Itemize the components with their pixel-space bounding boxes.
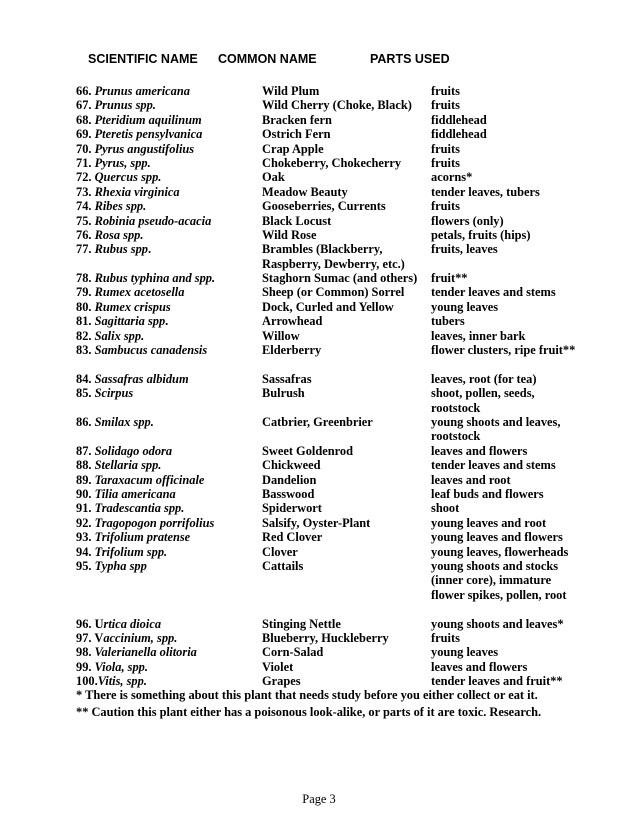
entry-number: 96. U bbox=[76, 616, 104, 631]
entry-number: 71. bbox=[76, 155, 95, 170]
table-row bbox=[0, 185, 638, 199]
table-row bbox=[0, 228, 638, 242]
table-row bbox=[0, 372, 638, 386]
entry-number: 76. bbox=[76, 227, 95, 242]
table-row bbox=[0, 170, 638, 184]
table-row bbox=[0, 156, 638, 170]
scientific-name: Rumex acetosella bbox=[94, 285, 185, 300]
table-row bbox=[0, 631, 638, 645]
parts-used: petals, fruits (hips) bbox=[431, 227, 531, 242]
scientific-name-cell bbox=[76, 530, 256, 544]
common-name: Black Locust bbox=[262, 213, 332, 228]
table-row bbox=[0, 329, 638, 343]
scientific-name: Typha spp bbox=[94, 558, 147, 573]
entry-number: 68. bbox=[76, 112, 95, 127]
common-name: Grapes bbox=[262, 674, 301, 689]
table-row bbox=[0, 343, 638, 372]
scientific-name-cell bbox=[76, 242, 256, 256]
parts-used: fruits bbox=[431, 141, 460, 156]
scientific-name-suffix: . bbox=[165, 314, 169, 329]
table-row bbox=[0, 386, 638, 415]
scientific-name: Smilax spp. bbox=[94, 415, 154, 430]
scientific-name: Sagittaria spp bbox=[94, 314, 166, 329]
entry-number: 91. bbox=[76, 501, 95, 516]
common-name: Gooseberries, Currents bbox=[262, 199, 386, 214]
common-name: Salsify, Oyster-Plant bbox=[262, 515, 371, 530]
plant-table bbox=[0, 84, 638, 689]
parts-used: leaves, root (for tea) bbox=[431, 371, 537, 386]
entry-number: 73. bbox=[76, 184, 95, 199]
entry-number: 69. bbox=[76, 127, 95, 142]
scientific-name-cell bbox=[76, 199, 256, 213]
scientific-name: Rubus typhina and spp. bbox=[94, 271, 216, 286]
common-name: Bulrush bbox=[262, 386, 305, 401]
common-name: Catbrier, Greenbrier bbox=[262, 415, 373, 430]
common-name: Ostrich Fern bbox=[262, 127, 331, 142]
parts-used: leaves, inner bark bbox=[431, 328, 526, 343]
table-row bbox=[0, 214, 638, 228]
scientific-name: Scirpus bbox=[94, 386, 134, 401]
entry-number: 90. bbox=[76, 487, 95, 501]
common-name: Elderberry bbox=[262, 343, 322, 358]
scientific-name: Taraxacum officinale bbox=[94, 472, 205, 487]
table-row bbox=[0, 98, 638, 112]
scientific-name: Pyrus, spp. bbox=[94, 155, 151, 170]
scientific-name-cell bbox=[76, 617, 256, 631]
scientific-name: rtica dioica bbox=[103, 616, 162, 631]
entry-number: 66. bbox=[76, 84, 95, 98]
table-row bbox=[0, 473, 638, 487]
entry-number: 87. bbox=[76, 443, 95, 458]
column-header-row bbox=[0, 52, 638, 68]
entry-number: 97. V bbox=[76, 630, 104, 645]
parts-used: leaf buds and flowers bbox=[431, 487, 544, 501]
table-row bbox=[0, 113, 638, 127]
common-name: Willow bbox=[262, 328, 300, 343]
scientific-name: Vitis, spp. bbox=[97, 674, 147, 689]
scientific-name: Pteretis pensylvanica bbox=[94, 127, 203, 142]
scientific-name: Trifolium spp. bbox=[94, 544, 168, 559]
scientific-name-cell bbox=[76, 314, 256, 328]
entry-number: 72. bbox=[76, 170, 95, 185]
scientific-name-cell bbox=[76, 300, 256, 314]
entry-number: 77. bbox=[76, 242, 95, 257]
entry-number: 83. bbox=[76, 343, 95, 358]
parts-used: leaves and root bbox=[431, 472, 511, 487]
common-name: Wild Plum bbox=[262, 84, 320, 98]
scientific-name: Viola, spp. bbox=[94, 659, 148, 674]
entry-number: 70. bbox=[76, 141, 95, 156]
common-name: Crap Apple bbox=[262, 141, 324, 156]
entry-number: 99. bbox=[76, 659, 95, 674]
scientific-name: Rumex crispus bbox=[94, 299, 171, 314]
footnote-caution: ** Caution this plant either has a poisonous look-alike, or parts of it are toxic. Research. bbox=[76, 705, 542, 719]
entry-number: 85. bbox=[76, 386, 95, 401]
entry-number: 84. bbox=[76, 371, 95, 386]
common-name: Arrowhead bbox=[262, 314, 323, 329]
scientific-name: Trifolium pratense bbox=[94, 530, 191, 545]
parts-used: tender leaves, tubers bbox=[431, 184, 540, 199]
scientific-name-cell bbox=[76, 142, 256, 156]
scientific-name: Ribes spp. bbox=[94, 199, 147, 214]
entry-number: 88. bbox=[76, 458, 95, 473]
scientific-name: Sassafras albidum bbox=[94, 371, 189, 386]
common-name: Blueberry, Huckleberry bbox=[262, 630, 389, 645]
common-name: Red Clover bbox=[262, 530, 323, 545]
table-row bbox=[0, 545, 638, 559]
parts-used: acorns* bbox=[431, 170, 473, 185]
common-name: Clover bbox=[262, 544, 298, 559]
header-parts-used: PARTS USED bbox=[370, 52, 450, 66]
scientific-name: Stellaria spp. bbox=[94, 458, 162, 473]
parts-used: fruits bbox=[431, 630, 460, 645]
scientific-name: Rosa spp. bbox=[94, 227, 144, 242]
scientific-name-cell bbox=[76, 127, 256, 141]
table-row bbox=[0, 660, 638, 674]
scientific-name: Tradescantia spp. bbox=[94, 501, 185, 516]
common-name: Oak bbox=[262, 170, 285, 185]
footnote-study: * There is something about this plant that needs study before you either collect or eat it. bbox=[76, 688, 538, 702]
scientific-name-suffix: . bbox=[147, 242, 152, 257]
scientific-name: Pyrus angustifolius bbox=[94, 141, 195, 156]
scientific-name-cell bbox=[76, 516, 256, 530]
scientific-name-cell bbox=[76, 501, 256, 515]
scientific-name: Tragopogon porrifolius bbox=[94, 515, 215, 530]
entry-number: 67. bbox=[76, 98, 95, 113]
parts-used: young shoots and leaves, rootstock bbox=[431, 415, 561, 444]
parts-used: young leaves and root bbox=[431, 515, 547, 530]
common-name: Bracken fern bbox=[262, 112, 332, 127]
scientific-name-cell bbox=[76, 372, 256, 386]
scientific-name-cell bbox=[76, 271, 256, 285]
scientific-name: Salix spp. bbox=[94, 328, 145, 343]
parts-used: tender leaves and stems bbox=[431, 458, 556, 473]
scientific-name-cell bbox=[76, 473, 256, 487]
parts-used: young leaves bbox=[431, 299, 499, 314]
scientific-name: Robinia pseudo-acacia bbox=[94, 213, 212, 228]
entry-number: 78. bbox=[76, 271, 95, 286]
scientific-name: Solidago odora bbox=[94, 443, 173, 458]
table-row bbox=[0, 271, 638, 285]
scientific-name-cell bbox=[76, 228, 256, 242]
parts-used: fruits, leaves bbox=[431, 242, 498, 257]
scientific-name-cell bbox=[76, 156, 256, 170]
common-name: Wild Cherry (Choke, Black) bbox=[262, 98, 412, 113]
parts-used: fiddlehead bbox=[431, 112, 487, 127]
scientific-name-cell bbox=[76, 386, 256, 400]
entry-number: 92. bbox=[76, 515, 95, 530]
common-name: Corn-Salad bbox=[262, 645, 324, 660]
parts-used: young shoots and stocks (inner core), immature flower spikes, pollen, root bbox=[431, 558, 567, 602]
parts-used: fruits bbox=[431, 98, 460, 113]
common-name: Cattails bbox=[262, 558, 304, 573]
parts-used: fiddlehead bbox=[431, 127, 487, 142]
scientific-name: Quercus spp. bbox=[94, 170, 162, 185]
common-name: Wild Rose bbox=[262, 227, 317, 242]
table-row bbox=[0, 199, 638, 213]
scientific-name: accinium, spp. bbox=[103, 630, 178, 645]
scientific-name-cell bbox=[76, 660, 256, 674]
scientific-name: Pteridium aquilinum bbox=[94, 112, 202, 127]
common-name: Stinging Nettle bbox=[262, 616, 341, 631]
scientific-name-cell bbox=[76, 487, 256, 501]
entry-number: 93. bbox=[76, 530, 95, 545]
table-row bbox=[0, 444, 638, 458]
scientific-name-cell bbox=[76, 170, 256, 184]
scientific-name: Rubus spp bbox=[94, 242, 148, 257]
scientific-name-cell bbox=[76, 458, 256, 472]
common-name: Sassafras bbox=[262, 371, 312, 386]
table-row bbox=[0, 415, 638, 444]
entry-number: 74. bbox=[76, 199, 95, 214]
parts-used: shoot bbox=[431, 501, 460, 516]
parts-used: leaves and flowers bbox=[431, 443, 528, 458]
scientific-name-cell bbox=[76, 343, 256, 357]
parts-used: tender leaves and stems bbox=[431, 285, 556, 300]
common-name: Sweet Goldenrod bbox=[262, 443, 353, 458]
table-row bbox=[0, 314, 638, 328]
common-name: Sheep (or Common) Sorrel bbox=[262, 285, 405, 300]
footnotes bbox=[76, 687, 596, 721]
parts-used: leaves and flowers bbox=[431, 659, 528, 674]
scientific-name: Prunus americana bbox=[94, 84, 190, 98]
table-row bbox=[0, 142, 638, 156]
scientific-name-cell bbox=[76, 415, 256, 429]
scientific-name-cell bbox=[76, 98, 256, 112]
table-row bbox=[0, 501, 638, 515]
scientific-name: Prunus spp. bbox=[94, 98, 156, 113]
entry-number: 89. bbox=[76, 472, 95, 487]
scientific-name-cell bbox=[76, 645, 256, 659]
common-name: Chokeberry, Chokecherry bbox=[262, 155, 402, 170]
parts-used: young leaves, flowerheads bbox=[431, 544, 569, 559]
entry-number: 98. bbox=[76, 645, 95, 660]
scientific-name-cell bbox=[76, 214, 256, 228]
scientific-name-cell bbox=[76, 84, 256, 98]
scientific-name-cell bbox=[76, 113, 256, 127]
parts-used: young shoots and leaves* bbox=[431, 616, 564, 631]
entry-number: 75. bbox=[76, 213, 95, 228]
parts-used: shoot, pollen, seeds, rootstock bbox=[431, 386, 535, 415]
table-row bbox=[0, 127, 638, 141]
common-name: Basswood bbox=[262, 487, 315, 501]
entry-number: 79. bbox=[76, 285, 95, 300]
table-row bbox=[0, 645, 638, 659]
entry-number: 81. bbox=[76, 314, 95, 329]
parts-used: fruits bbox=[431, 84, 460, 98]
scientific-name-cell bbox=[76, 444, 256, 458]
common-name: Spiderwort bbox=[262, 501, 322, 516]
parts-used: flower clusters, ripe fruit** bbox=[431, 343, 576, 358]
parts-used: tubers bbox=[431, 314, 465, 329]
table-row bbox=[0, 516, 638, 530]
parts-used: fruit** bbox=[431, 271, 468, 286]
scientific-name-cell bbox=[76, 545, 256, 559]
scientific-name-cell bbox=[76, 631, 256, 645]
table-row bbox=[0, 285, 638, 299]
parts-used: fruits bbox=[431, 155, 460, 170]
common-name: Dandelion bbox=[262, 472, 317, 487]
entry-number: 80. bbox=[76, 299, 95, 314]
common-name: Dock, Curled and Yellow bbox=[262, 299, 394, 314]
table-row bbox=[0, 487, 638, 501]
header-common-name: COMMON NAME bbox=[218, 52, 317, 66]
table-row bbox=[0, 84, 638, 98]
common-name: Violet bbox=[262, 659, 294, 674]
parts-used: young leaves and flowers bbox=[431, 530, 563, 545]
scientific-name: Rhexia virginica bbox=[94, 184, 180, 199]
entry-number: 100. bbox=[76, 674, 98, 689]
table-row bbox=[0, 559, 638, 617]
scientific-name-cell bbox=[76, 329, 256, 343]
table-row bbox=[0, 458, 638, 472]
scientific-name: Valerianella olitoria bbox=[94, 645, 197, 660]
table-row bbox=[0, 617, 638, 631]
scientific-name: Sambucus canadensis bbox=[94, 343, 208, 358]
scientific-name-cell bbox=[76, 185, 256, 199]
header-scientific-name: SCIENTIFIC NAME bbox=[88, 52, 198, 66]
scientific-name-cell bbox=[76, 559, 256, 573]
common-name: Brambles (Blackberry, Raspberry, Dewberry, etc.) bbox=[262, 242, 405, 271]
parts-used: young leaves bbox=[431, 645, 499, 660]
entry-number: 95. bbox=[76, 558, 95, 573]
entry-number: 94. bbox=[76, 544, 95, 559]
scientific-name-cell bbox=[76, 285, 256, 299]
parts-used: fruits bbox=[431, 199, 460, 214]
parts-used: flowers (only) bbox=[431, 213, 504, 228]
entry-number: 82. bbox=[76, 328, 95, 343]
parts-used: tender leaves and fruit** bbox=[431, 674, 563, 689]
entry-number: 86. bbox=[76, 415, 95, 430]
table-row bbox=[0, 242, 638, 271]
common-name: Chickweed bbox=[262, 458, 321, 473]
scientific-name: Tilia americana bbox=[94, 487, 176, 501]
common-name: Meadow Beauty bbox=[262, 184, 348, 199]
table-row bbox=[0, 530, 638, 544]
common-name: Staghorn Sumac (and others) bbox=[262, 271, 418, 286]
page-number: Page 3 bbox=[302, 792, 336, 806]
table-row bbox=[0, 300, 638, 314]
